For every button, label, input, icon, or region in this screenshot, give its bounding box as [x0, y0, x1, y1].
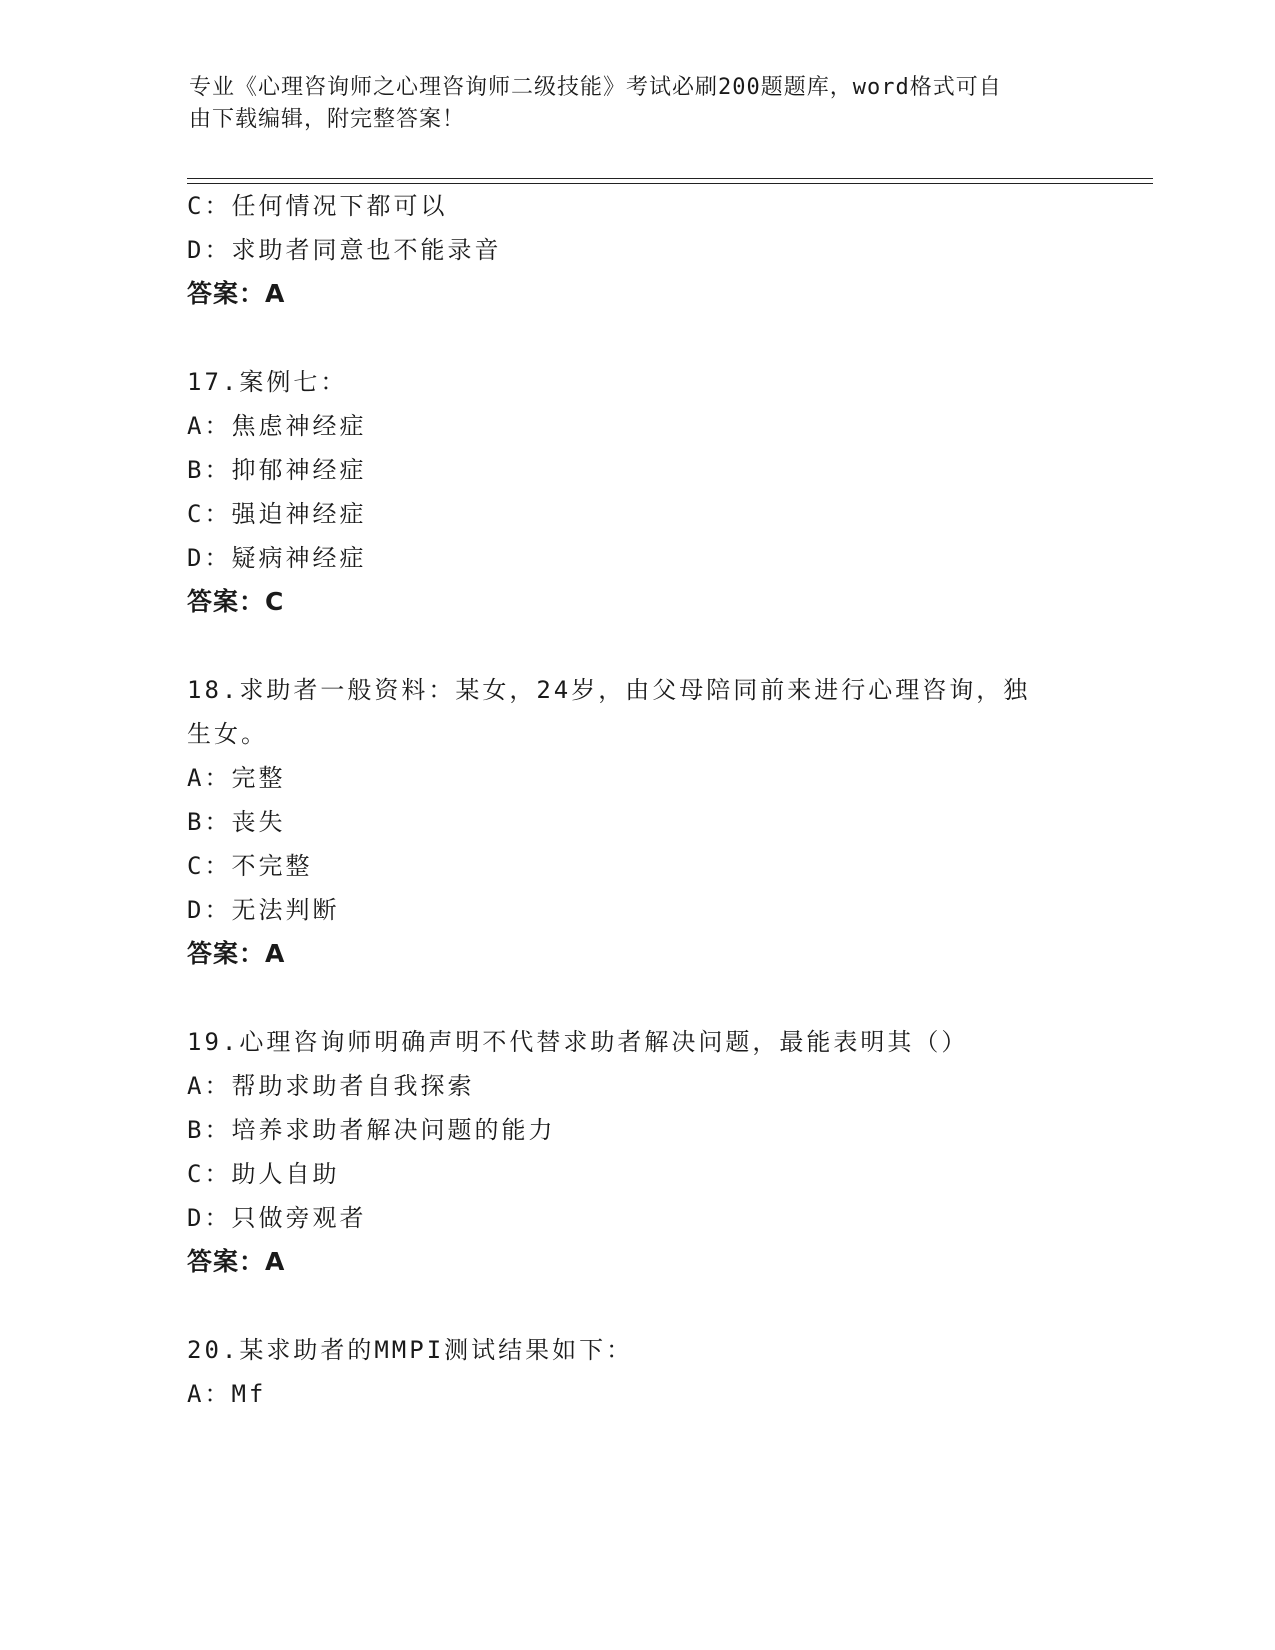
- prev-answer: 答案：A: [187, 279, 286, 308]
- q18-question-line-2: 生女。: [187, 720, 268, 748]
- q17-option-c: C：强迫神经症: [187, 500, 367, 528]
- prev-option-c: C：任何情况下都可以: [187, 192, 448, 220]
- q19-question: 19.心理咨询师明确声明不代替求助者解决问题，最能表明其（）: [187, 1028, 969, 1056]
- q19-option-d: D：只做旁观者: [187, 1204, 367, 1232]
- document-header: [189, 72, 1089, 136]
- prev-option-d: D：求助者同意也不能录音: [187, 236, 502, 264]
- q20-question: 20.某求助者的MMPI测试结果如下：: [187, 1336, 634, 1364]
- q17-question: 17.案例七：: [187, 368, 348, 396]
- q18-option-a: A：完整: [187, 764, 286, 792]
- q18-answer: 答案：A: [187, 939, 286, 968]
- header-divider-bottom: [187, 183, 1153, 184]
- q19-option-a: A：帮助求助者自我探索: [187, 1072, 475, 1100]
- q19-option-b: B：培养求助者解决问题的能力: [187, 1116, 556, 1144]
- header-divider-top: [187, 178, 1153, 179]
- q17-option-a: A：焦虑神经症: [187, 412, 367, 440]
- header-line-1: 专业《心理咨询师之心理咨询师二级技能》考试必刷200题题库，word格式可自: [189, 75, 1002, 100]
- header-line-2: 由下载编辑，附完整答案！: [189, 107, 466, 132]
- q19-option-c: C：助人自助: [187, 1160, 340, 1188]
- q18-option-b: B：丧失: [187, 808, 286, 836]
- q20-option-a: A：Mf: [187, 1380, 267, 1408]
- q18-option-c: C：不完整: [187, 852, 313, 880]
- q17-option-b: B：抑郁神经症: [187, 456, 367, 484]
- q17-option-d: D：疑病神经症: [187, 544, 367, 572]
- q19-answer: 答案：A: [187, 1247, 286, 1276]
- q17-answer: 答案：C: [187, 587, 285, 616]
- q18-question-line-1: 18.求助者一般资料：某女，24岁，由父母陪同前来进行心理咨询，独: [187, 676, 1031, 704]
- q18-option-d: D：无法判断: [187, 896, 340, 924]
